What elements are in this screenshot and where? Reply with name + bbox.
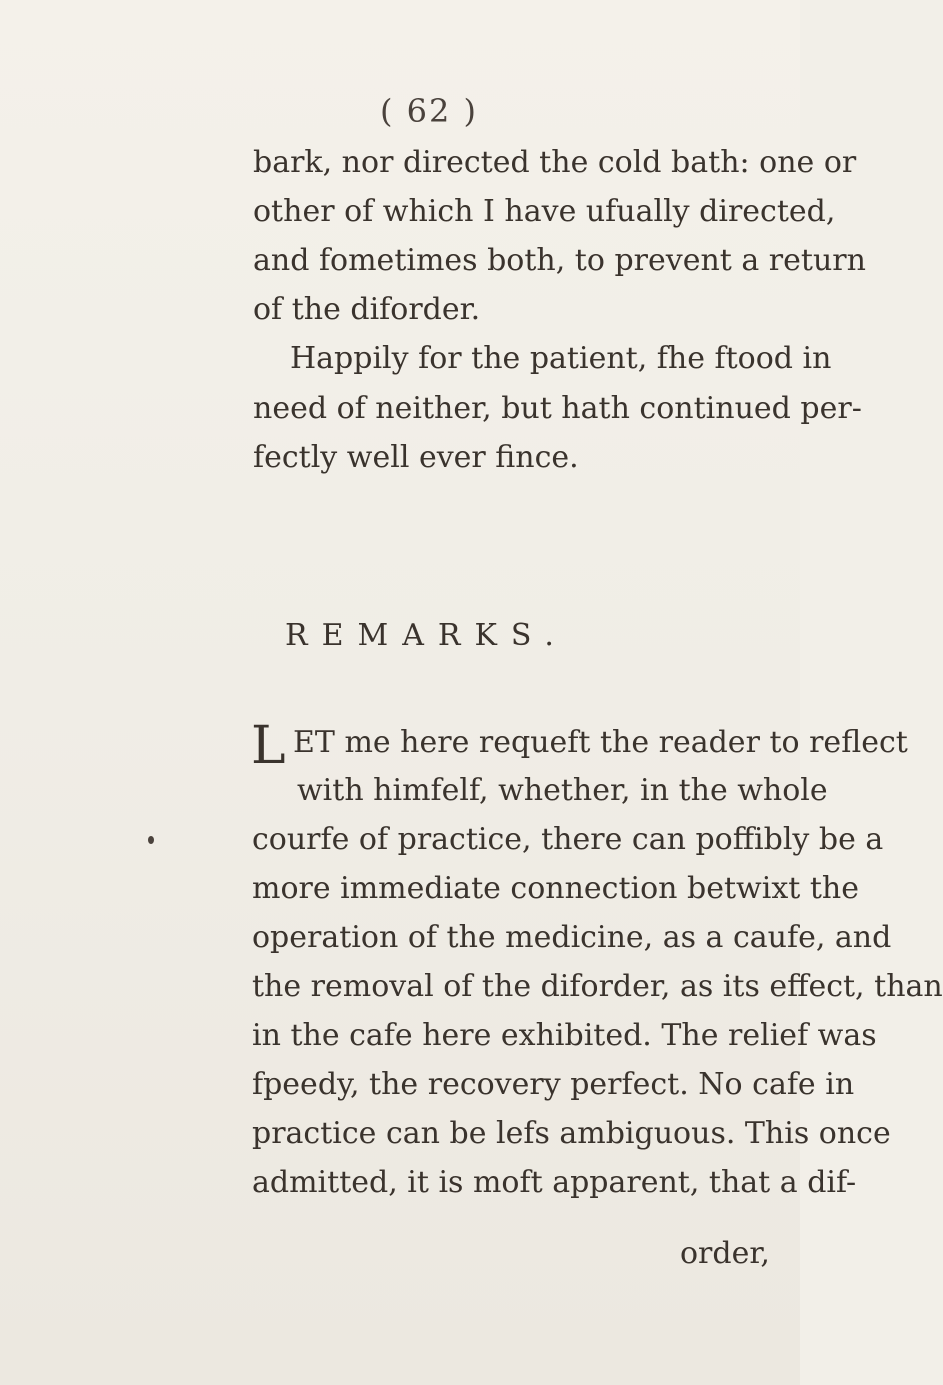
catchword: order, [680,1236,770,1271]
text-line: Happily for the patient, fhe ftood in [290,341,832,376]
text-line: with himfelf, whether, in the whole [297,773,828,808]
page-number: ( 62 ) [380,92,479,130]
drop-cap: L [251,716,286,776]
text-line: more immediate connection betwixt the [252,871,859,906]
text-line: fpeedy, the recovery perfect. No cafe in [252,1067,855,1102]
text-line: operation of the medicine, as a caufe, and [252,920,892,955]
text-line: fectly well ever fince. [253,440,579,475]
text-line: in the cafe here exhibited. The relief was [252,1018,877,1053]
text-line: practice can be lefs ambiguous. This once [252,1116,891,1151]
text-line: admitted, it is moft apparent, that a dif- [252,1165,857,1200]
ink-speck [148,836,154,844]
text-line: the removal of the diforder, as its effect, than [252,969,943,1004]
text-line: and fometimes both, to prevent a return [253,243,866,278]
text-line: bark, nor directed the cold bath: one or [253,145,857,180]
text-line: of the diforder. [253,292,481,327]
text-line: need of neither, but hath continued per- [253,391,862,426]
text-line: other of which I have ufually directed, [253,194,836,229]
text-line: courfe of practice, there can poffibly be a [252,822,884,857]
text-line: ET me here requeft the reader to reflect [293,725,908,760]
section-heading: REMARKS. [285,618,568,653]
